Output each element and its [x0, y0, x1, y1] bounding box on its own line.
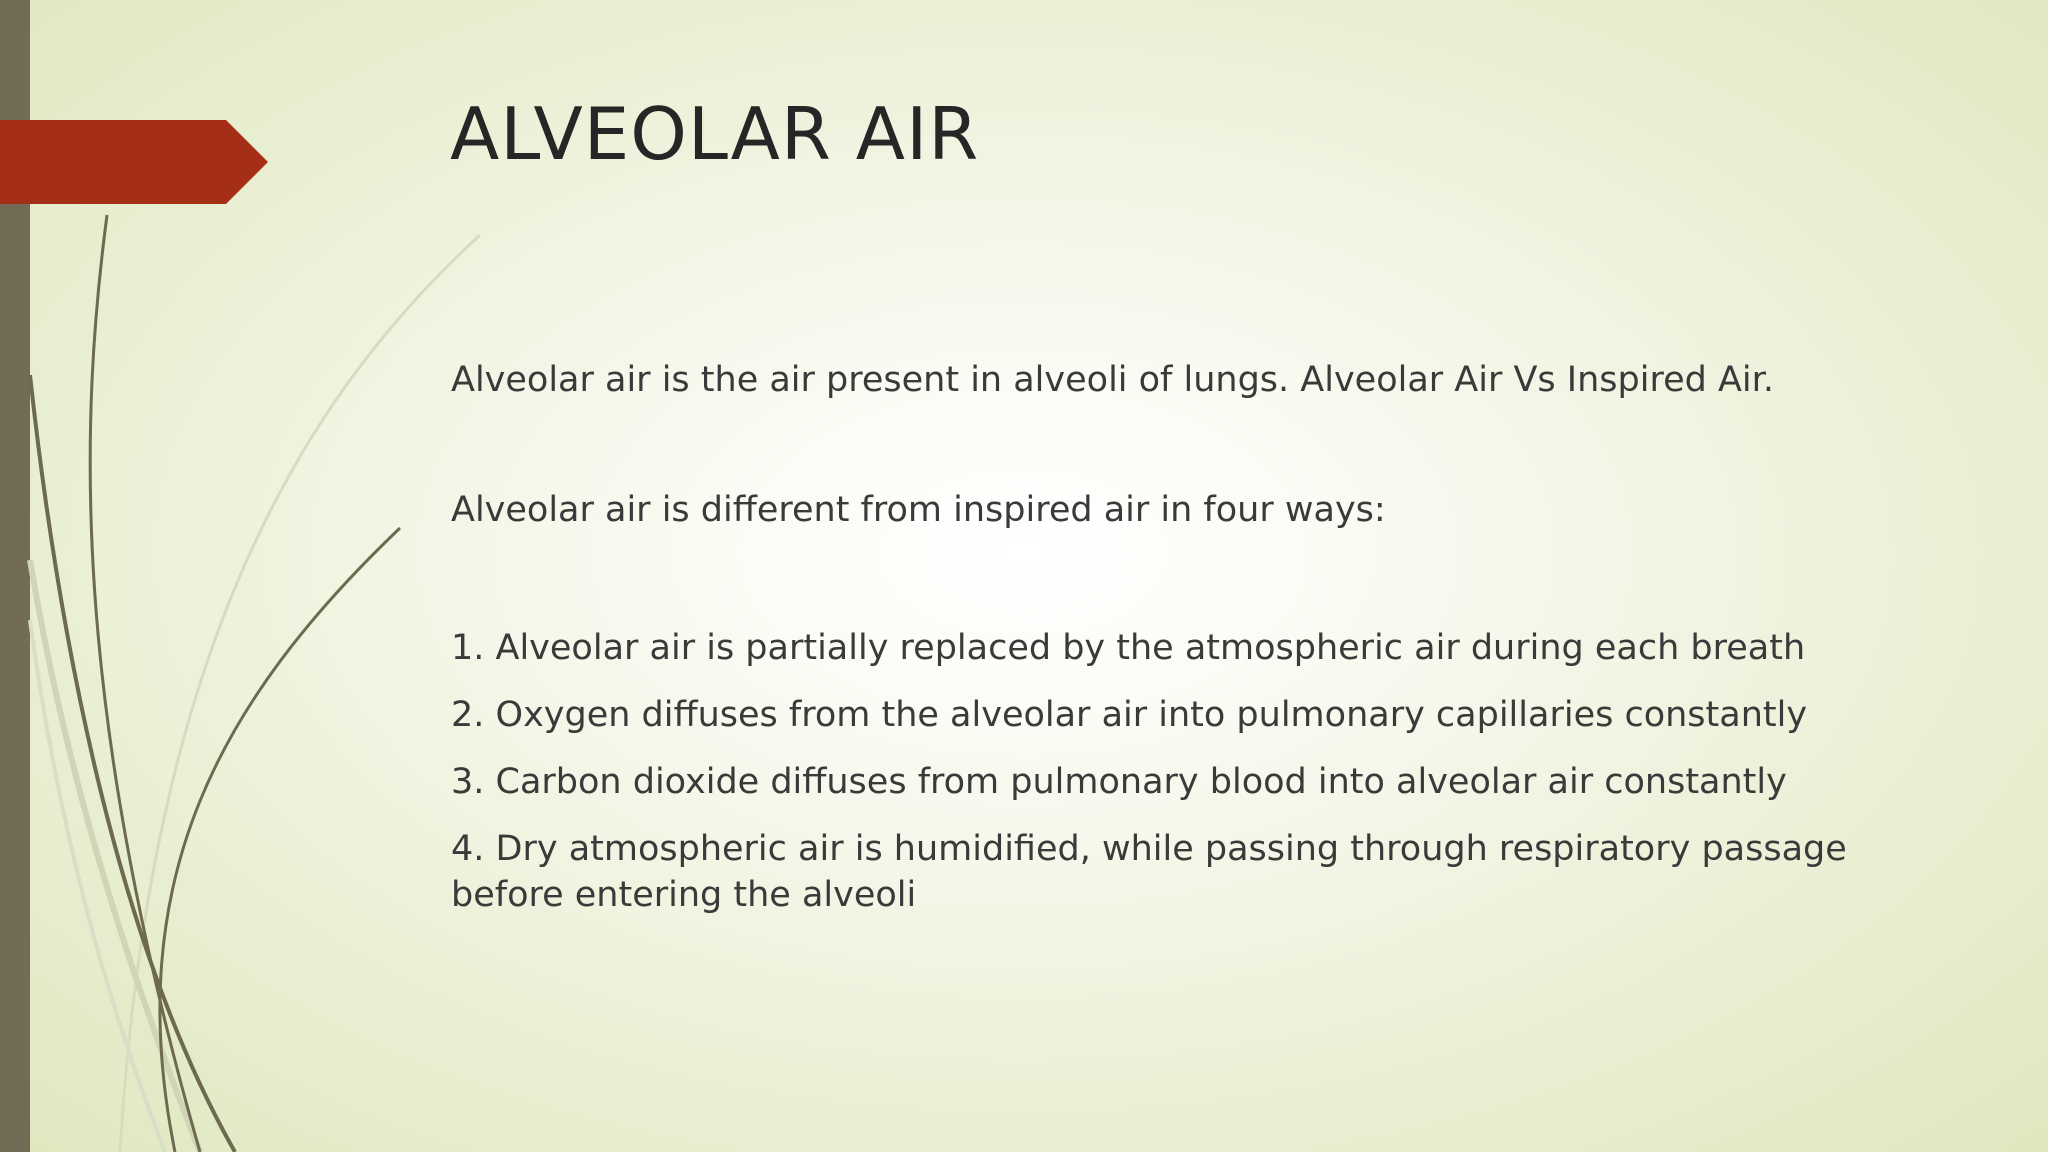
list-item: 4. Dry atmospheric air is humidified, while passing through respiratory passage before entering the alveoli	[451, 829, 1847, 915]
list-item: 1. Alveolar air is partially replaced by the atmospheric air during each breath	[451, 628, 1806, 668]
pale-stroke-3	[30, 620, 165, 1152]
intro-paragraph: Alveolar air is the air present in alveoli of lungs. Alveolar Air Vs Inspired Air.	[451, 360, 1774, 400]
slide-title: ALVEOLAR AIR	[450, 92, 980, 176]
title-arrow-tab	[0, 120, 268, 204]
differences-list	[451, 625, 1951, 939]
list-item: 2. Oxygen diffuses from the alveolar air into pulmonary capillaries constantly	[451, 695, 1808, 735]
dark-stroke-3	[160, 528, 400, 1152]
lead-paragraph: Alveolar air is different from inspired air in four ways:	[451, 490, 1386, 530]
pale-stroke-1	[120, 235, 480, 1152]
dark-stroke-2	[30, 375, 235, 1152]
list-item: 3. Carbon dioxide diffuses from pulmonary blood into alveolar air constantly	[451, 762, 1787, 802]
